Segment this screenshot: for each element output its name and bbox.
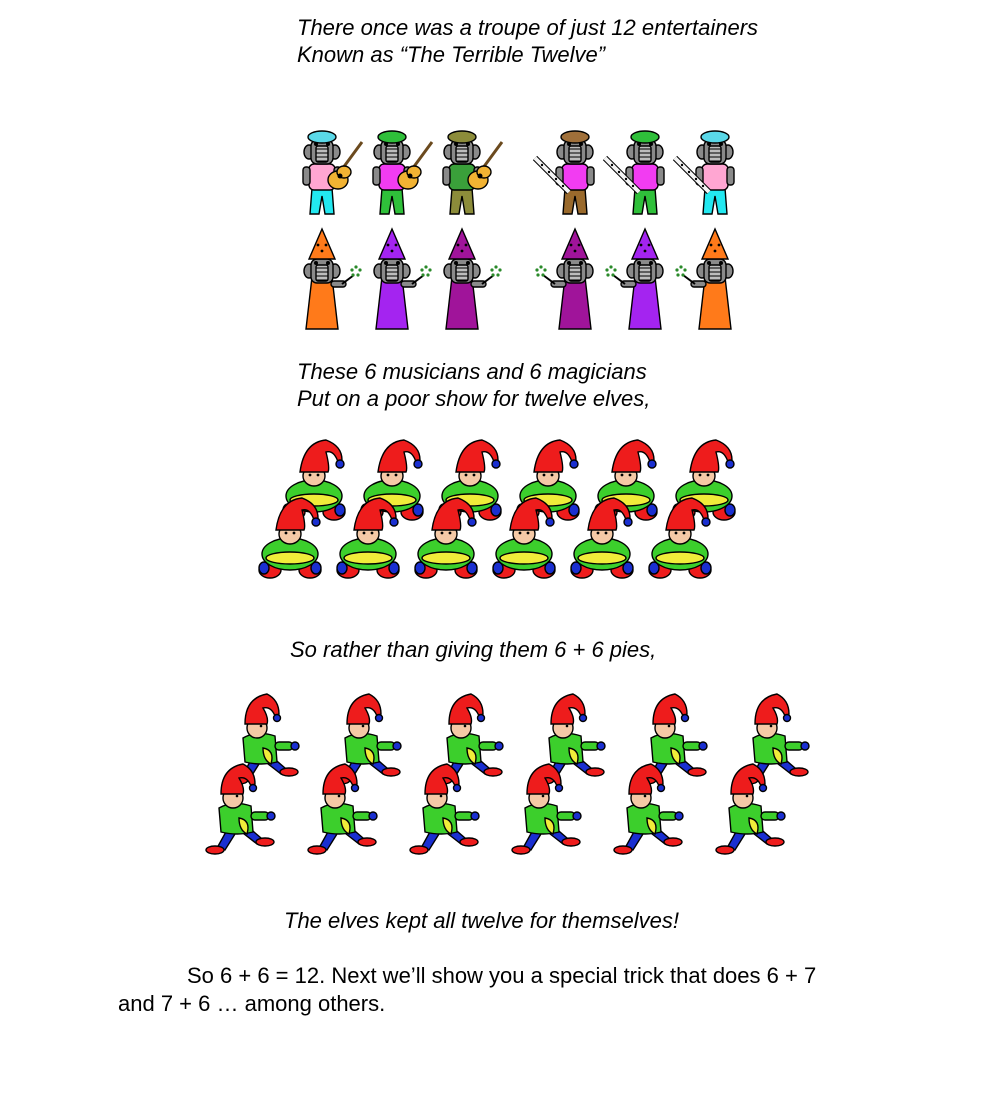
pie-plate bbox=[656, 552, 704, 564]
seated-elf bbox=[571, 498, 633, 578]
seated-elf bbox=[415, 498, 477, 578]
magician-figure bbox=[444, 229, 502, 329]
musician-figure bbox=[373, 131, 432, 214]
seated-elves-illustration bbox=[250, 440, 750, 590]
walking-elves-illustration bbox=[195, 690, 805, 860]
verse2-line1: These 6 musicians and 6 magicians bbox=[297, 359, 647, 384]
verse3-line1: So rather than giving them 6 + 6 pies, bbox=[290, 637, 657, 662]
walking-elf bbox=[716, 764, 785, 854]
walking-elf bbox=[614, 764, 683, 854]
magician-figure bbox=[535, 229, 593, 329]
verse1-line1: There once was a troupe of just 12 entertainers bbox=[297, 15, 759, 40]
wand-icon bbox=[342, 265, 362, 284]
paragraph-line1: So 6 + 6 = 12. Next we’ll show you a special trick that does 6 + 7 bbox=[187, 963, 817, 988]
wand-icon bbox=[482, 265, 502, 284]
pie-plate bbox=[266, 552, 314, 564]
troupe-illustration bbox=[290, 125, 770, 335]
walking-elf bbox=[512, 764, 581, 854]
magician-figure bbox=[675, 229, 733, 329]
magician-figure bbox=[374, 229, 432, 329]
musician-figure bbox=[535, 131, 594, 214]
seated-elf bbox=[649, 498, 711, 578]
pie-plate bbox=[344, 552, 392, 564]
musician-figure bbox=[443, 131, 502, 214]
pie-plate bbox=[578, 552, 626, 564]
wand-icon bbox=[675, 265, 695, 284]
verse4-line1: The elves kept all twelve for themselves! bbox=[284, 908, 679, 933]
musician-figure bbox=[605, 131, 664, 214]
seated-elf bbox=[493, 498, 555, 578]
walking-elf bbox=[308, 764, 377, 854]
pie-plate bbox=[500, 552, 548, 564]
magician-figure bbox=[605, 229, 663, 329]
musician-figure bbox=[675, 131, 734, 214]
walking-elf bbox=[410, 764, 479, 854]
seated-elf bbox=[337, 498, 399, 578]
verse1-line2: Known as “The Terrible Twelve” bbox=[297, 42, 606, 67]
wand-icon bbox=[412, 265, 432, 284]
musician-figure bbox=[303, 131, 362, 214]
magician-figure bbox=[304, 229, 362, 329]
paragraph-line2: and 7 + 6 … among others. bbox=[118, 991, 386, 1016]
seated-elf bbox=[259, 498, 321, 578]
pie-plate bbox=[422, 552, 470, 564]
wand-icon bbox=[605, 265, 625, 284]
walking-elf bbox=[206, 764, 275, 854]
wand-icon bbox=[535, 265, 555, 284]
verse2-line2: Put on a poor show for twelve elves, bbox=[297, 386, 651, 411]
